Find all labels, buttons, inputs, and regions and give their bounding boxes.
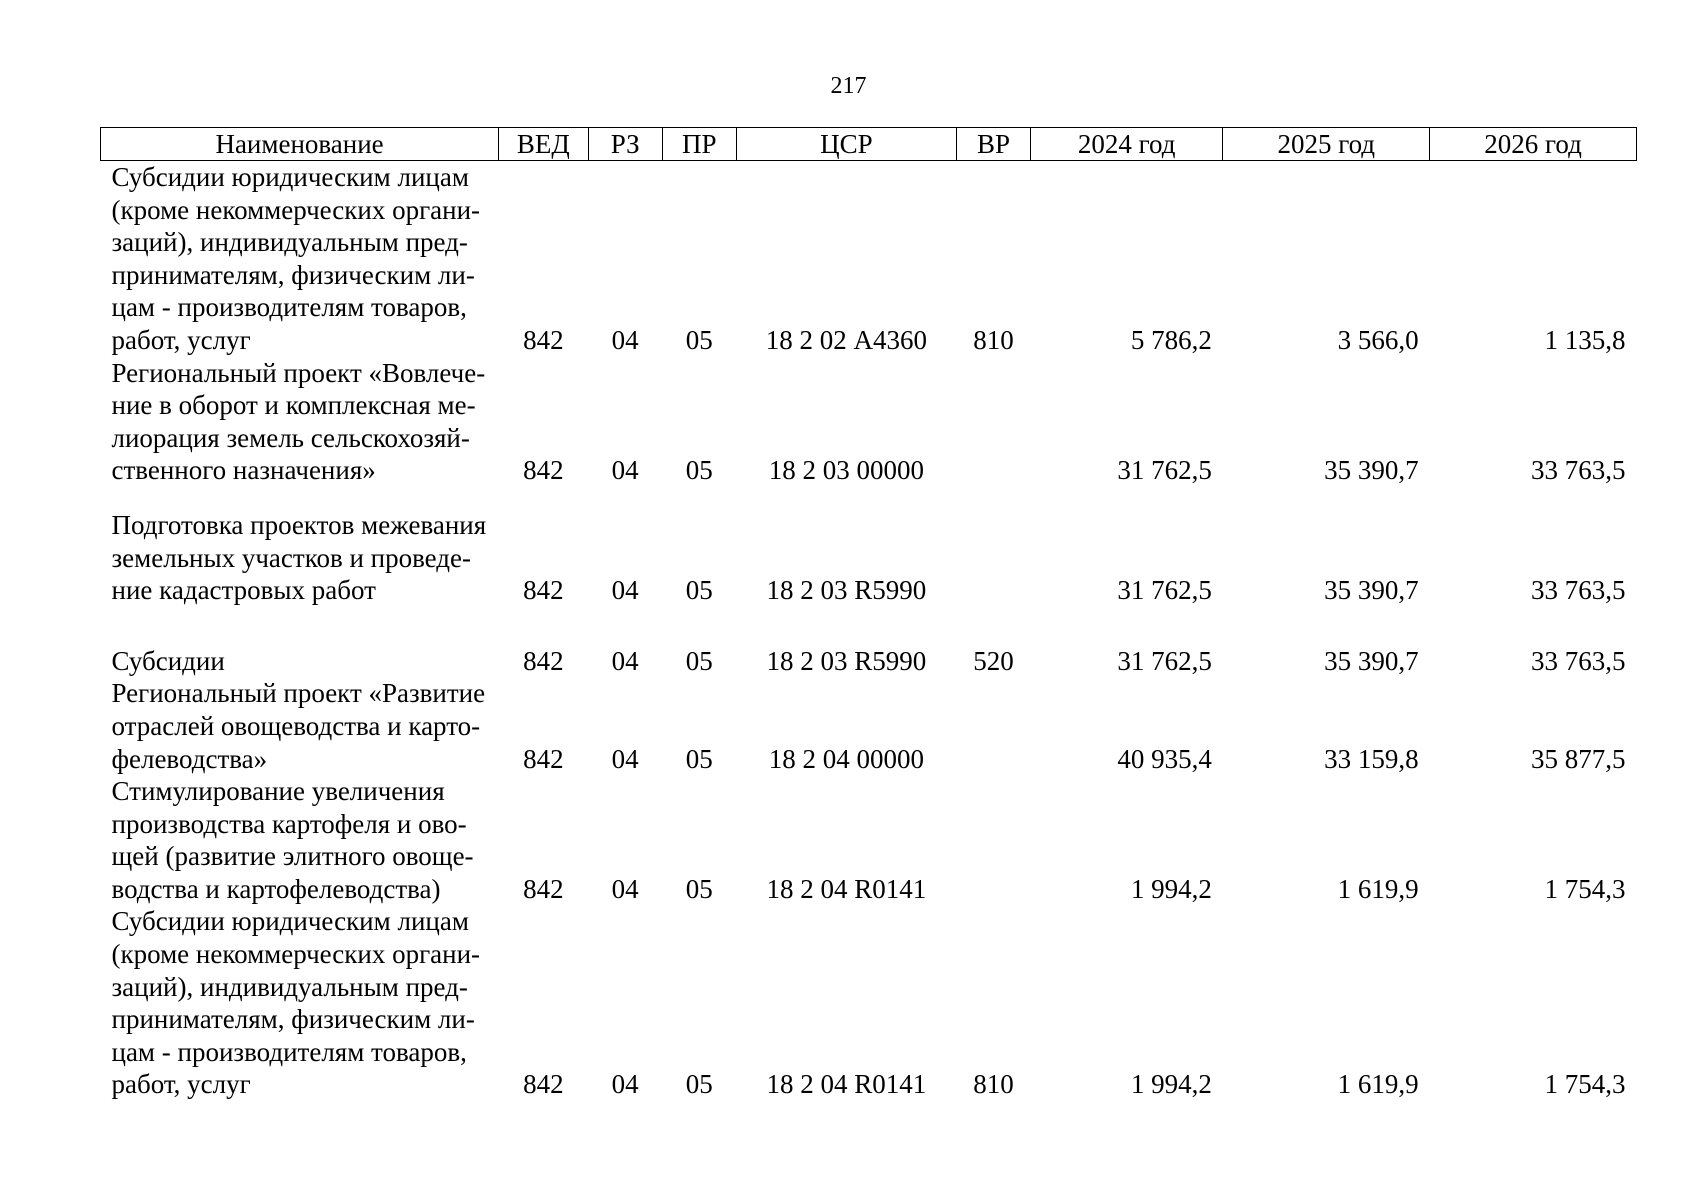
row-csr: 18 2 03 R5990 xyxy=(766,575,927,606)
row-rz: 04 xyxy=(611,645,639,676)
header-ved: ВЕД xyxy=(499,128,589,161)
row-vr xyxy=(956,509,1030,645)
row-ved: 842 xyxy=(523,575,564,606)
budget-table xyxy=(100,127,1637,1101)
table-row xyxy=(101,677,1637,775)
row-2026: 33 763,5 xyxy=(1531,645,1626,676)
header-csr: ЦСР xyxy=(736,128,956,161)
row-rz: 04 xyxy=(611,575,639,606)
row-2024: 31 762,5 xyxy=(1117,645,1212,676)
row-ved: 842 xyxy=(523,645,564,676)
row-ved: 842 xyxy=(523,873,564,904)
row-2024: 40 935,4 xyxy=(1117,743,1212,774)
row-pr: 05 xyxy=(685,873,713,904)
row-name: Субсидии xyxy=(111,645,225,676)
row-2026: 35 877,5 xyxy=(1531,743,1626,774)
row-2025: 35 390,7 xyxy=(1324,455,1419,486)
row-name: Стимулирование увеличения производства картофеля и ово- щей (развитие элитного овоще- водства и картофелеводства) xyxy=(111,776,474,904)
row-csr: 18 2 03 R5990 xyxy=(766,645,927,676)
table-row xyxy=(101,161,1637,357)
table-row xyxy=(101,775,1637,905)
table-header-row xyxy=(101,128,1637,161)
row-ved: 842 xyxy=(523,324,564,355)
row-ved: 842 xyxy=(523,455,564,486)
row-2024: 31 762,5 xyxy=(1117,575,1212,606)
row-csr: 18 2 04 R0141 xyxy=(766,873,927,904)
row-name: Региональный проект «Развитие отраслей овощеводства и карто- фелеводства» xyxy=(111,678,486,774)
row-2026: 33 763,5 xyxy=(1531,455,1626,486)
row-vr: 810 xyxy=(973,324,1014,355)
row-pr: 05 xyxy=(685,645,713,676)
header-2024: 2024 год xyxy=(1030,128,1222,161)
row-name: Региональный проект «Вовлече- ние в оборот и комплексная ме- лиорация земель сельскохозяй- ственного назначения» xyxy=(111,357,486,486)
row-2025: 35 390,7 xyxy=(1324,575,1419,606)
row-2026: 1 754,3 xyxy=(1544,1069,1626,1100)
row-2025: 1 619,9 xyxy=(1337,873,1419,904)
row-vr: 810 xyxy=(973,1069,1014,1100)
row-name: Субсидии юридическим лицам (кроме некоммерческих органи- заций), индивидуальным пред- принимателям, физическим ли- цам - производителям товаров, работ, услуг xyxy=(111,906,481,1100)
row-rz: 04 xyxy=(611,455,639,486)
row-pr: 05 xyxy=(685,455,713,486)
row-2025: 33 159,8 xyxy=(1324,743,1419,774)
row-pr: 05 xyxy=(685,324,713,355)
table-row xyxy=(101,905,1637,1101)
row-name: Субсидии юридическим лицам (кроме некоммерческих органи- заций), индивидуальным пред- принимателям, физическим ли- цам - производителям товаров, работ, услуг xyxy=(111,162,481,355)
header-pr: ПР xyxy=(662,128,736,161)
row-2025: 1 619,9 xyxy=(1337,1069,1419,1100)
row-csr: 18 2 02 А4360 xyxy=(765,324,927,355)
row-2026: 1 754,3 xyxy=(1544,873,1626,904)
table-row xyxy=(101,509,1637,645)
row-csr: 18 2 04 00000 xyxy=(768,743,924,774)
row-ved: 842 xyxy=(523,1069,564,1100)
row-2026: 1 135,8 xyxy=(1544,324,1626,355)
row-rz: 04 xyxy=(611,873,639,904)
header-name: Наименование xyxy=(101,128,499,161)
table-row xyxy=(101,357,1637,509)
row-2024: 5 786,2 xyxy=(1130,324,1212,355)
row-pr: 05 xyxy=(685,575,713,606)
row-vr xyxy=(956,357,1030,509)
page-number: 217 xyxy=(830,73,867,99)
row-ved: 842 xyxy=(523,743,564,774)
header-2026: 2026 год xyxy=(1430,128,1637,161)
row-vr xyxy=(956,775,1030,905)
row-pr: 05 xyxy=(685,1069,713,1100)
row-rz: 04 xyxy=(611,1069,639,1100)
header-2025: 2025 год xyxy=(1223,128,1430,161)
table-row xyxy=(101,645,1637,678)
header-rz: РЗ xyxy=(588,128,662,161)
row-rz: 04 xyxy=(611,324,639,355)
row-vr xyxy=(956,677,1030,775)
row-2024: 1 994,2 xyxy=(1130,1069,1212,1100)
row-2025: 3 566,0 xyxy=(1337,324,1419,355)
row-pr: 05 xyxy=(685,743,713,774)
row-2024: 1 994,2 xyxy=(1130,873,1212,904)
row-2024: 31 762,5 xyxy=(1117,455,1212,486)
header-vr: ВР xyxy=(956,128,1030,161)
row-2026: 33 763,5 xyxy=(1531,575,1626,606)
row-csr: 18 2 03 00000 xyxy=(768,455,924,486)
row-2025: 35 390,7 xyxy=(1324,645,1419,676)
row-name: Подготовка проектов межевания земельных участков и проведе- ние кадастровых работ xyxy=(111,509,487,606)
row-csr: 18 2 04 R0141 xyxy=(766,1069,927,1100)
row-rz: 04 xyxy=(611,743,639,774)
row-vr: 520 xyxy=(973,645,1014,676)
